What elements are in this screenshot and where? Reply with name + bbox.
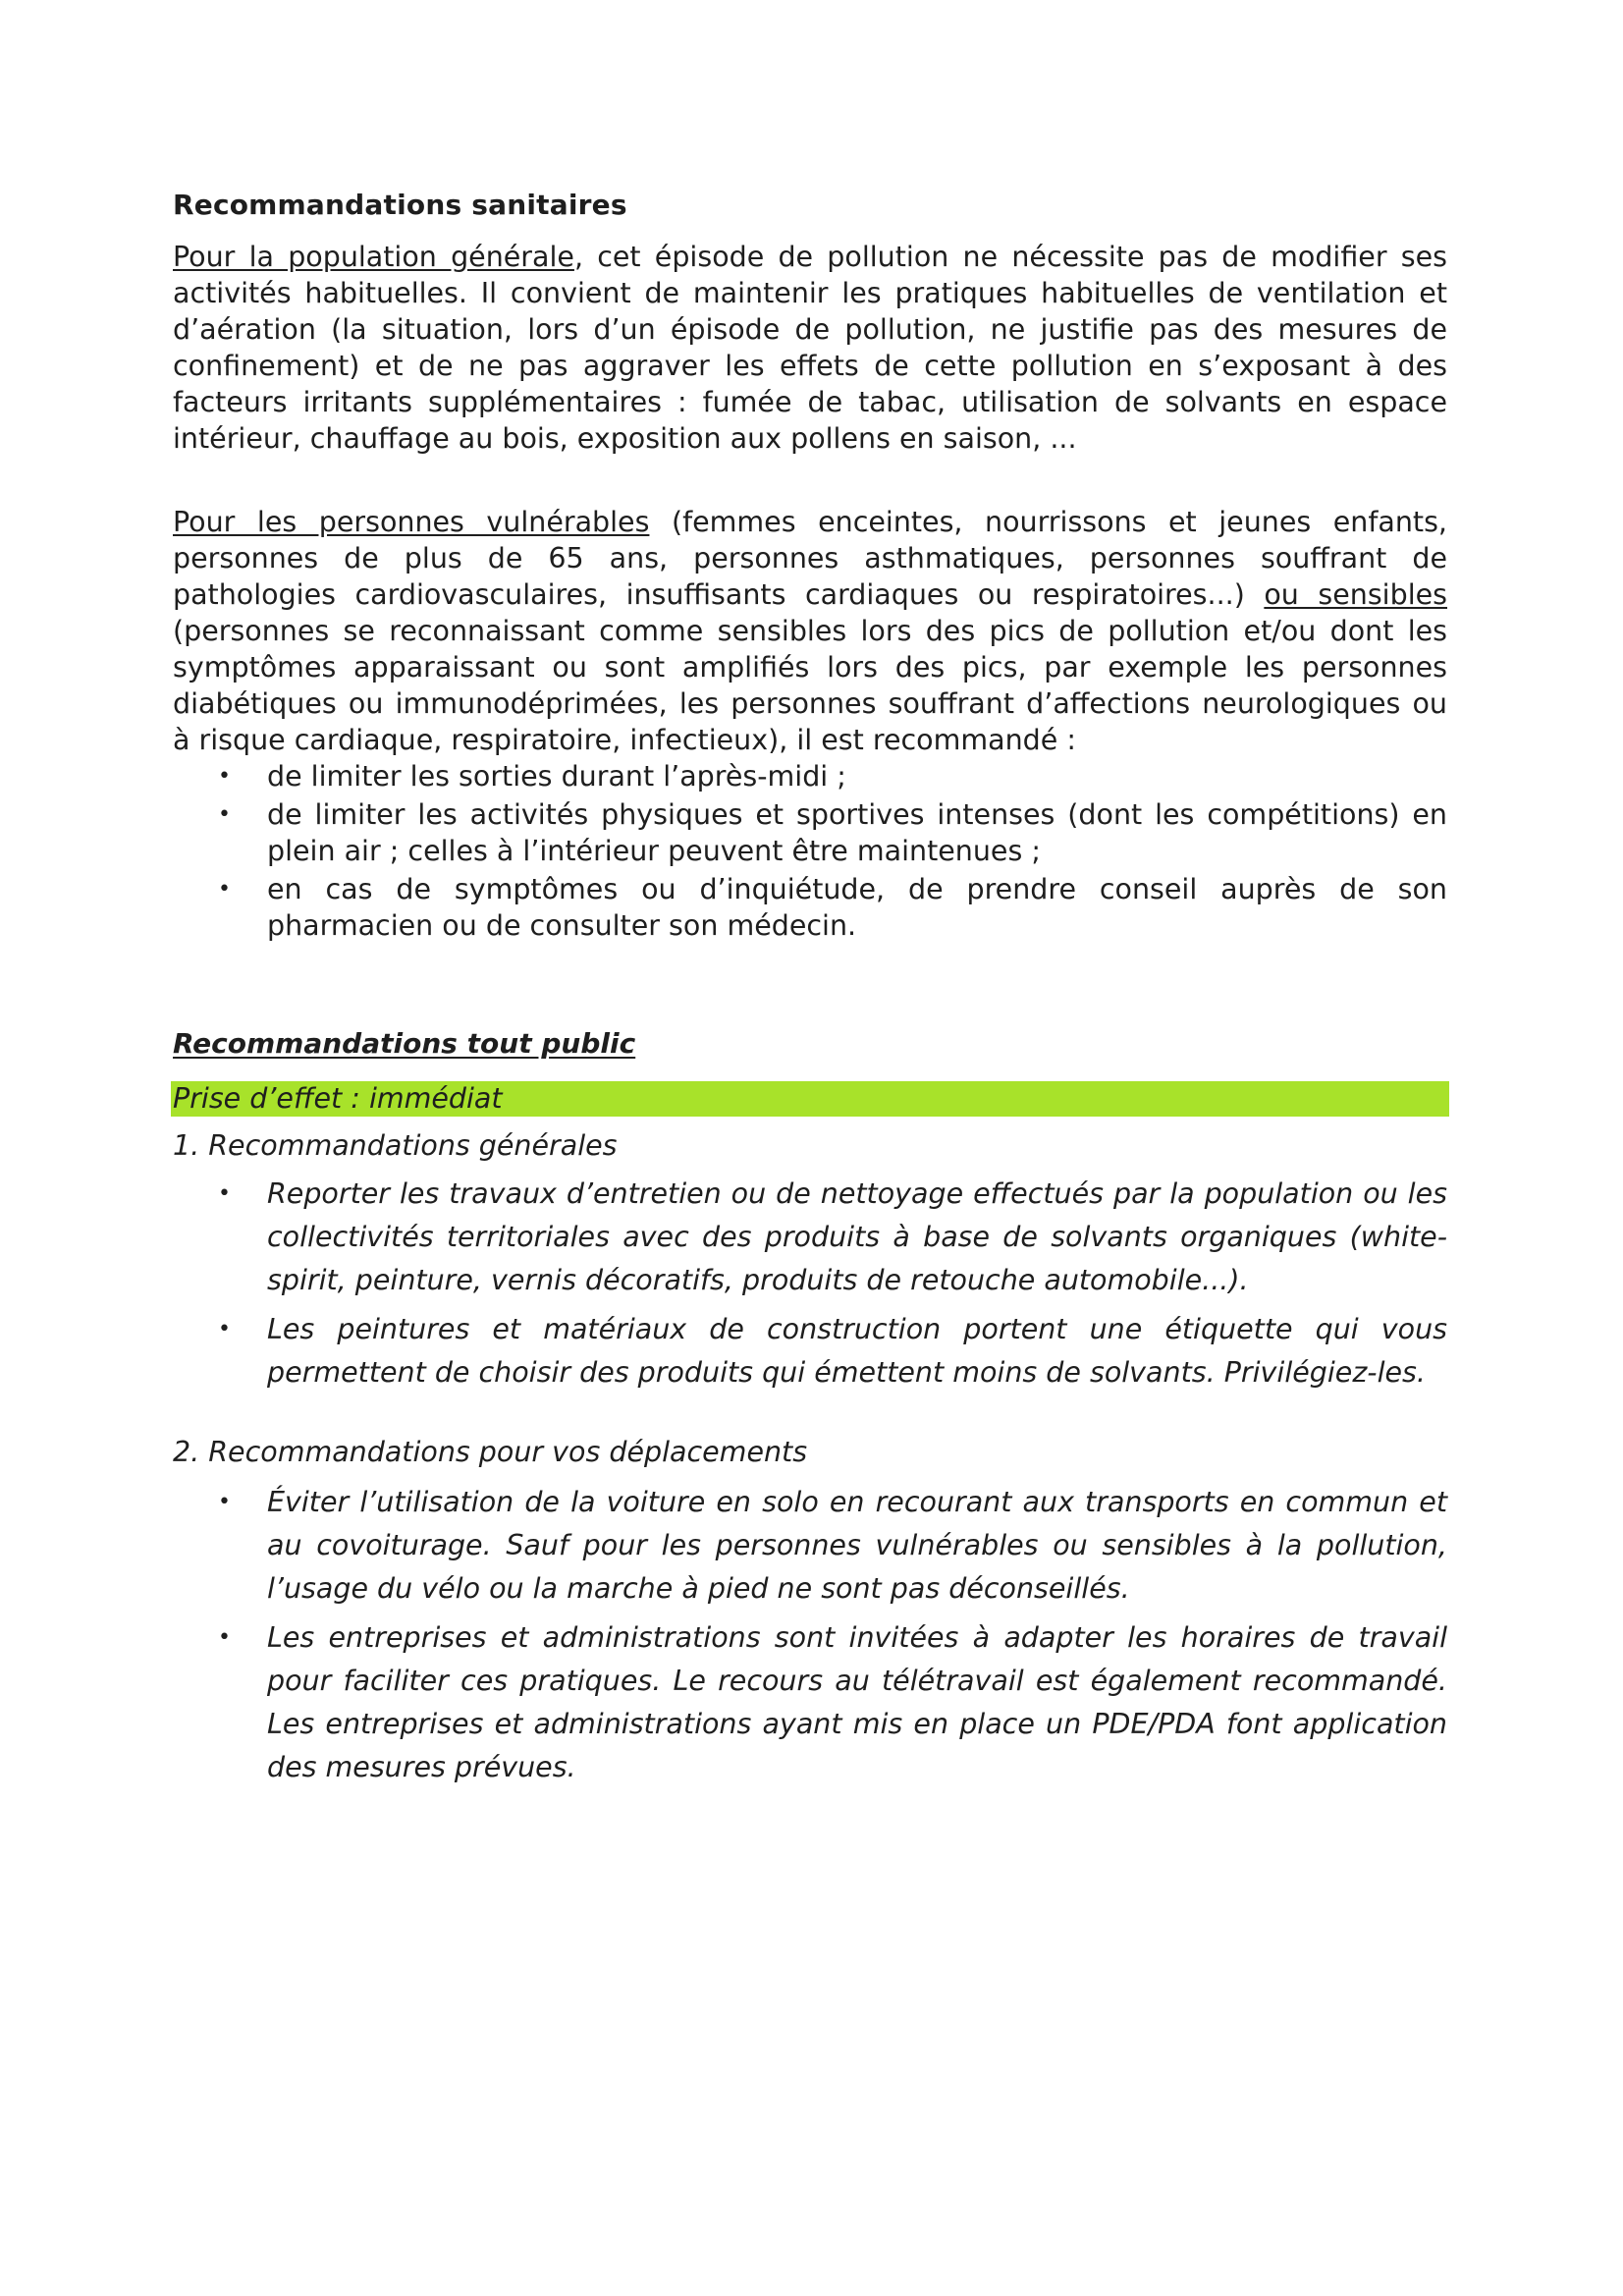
list-item-text: Éviter l’utilisation de la voiture en solo en recourant aux transports en commun et au covoiturage. Sauf pour les personnes vulnérables ou sensibles à la pollution, l’usage du vélo ou la marche à pied ne sont pas déconseillés. bbox=[267, 1486, 1447, 1605]
bullet-icon: • bbox=[218, 802, 231, 827]
list-item bbox=[173, 1616, 1447, 1789]
bullet-list-deplacements bbox=[173, 1481, 1447, 1795]
subheading-recommandations-generales: 1. Recommandations générales bbox=[173, 1129, 618, 1162]
bullet-icon: • bbox=[218, 1490, 231, 1514]
paragraph-text: , cet épisode de pollution ne nécessite pas de modifier ses activités habituelles. Il convient de maintenir les pratiques habituelles de ventilation et d’aération (la situation, lors d’un épisode de pollution, ne justifie pas des mesures de confinement) et de ne pas aggraver les effets de cette pollution en s’exposant à des facteurs irritants supplémentaires : fumée de tabac, utilisation de solvants en espace intérieur, chauffage au bois, exposition aux pollens en saison, ... bbox=[173, 241, 1447, 455]
list-item bbox=[173, 1481, 1447, 1611]
list-item-text: de limiter les sorties durant l’après-midi ; bbox=[267, 760, 846, 793]
bullet-list-sanitaires bbox=[173, 758, 1447, 946]
underlined-ou-sensibles: ou sensibles bbox=[1264, 578, 1447, 611]
list-item bbox=[173, 1308, 1447, 1394]
paragraph-personnes-vulnerables bbox=[173, 504, 1447, 758]
bullet-list-generales bbox=[173, 1173, 1447, 1400]
section-title-sanitaires: Recommandations sanitaires bbox=[173, 189, 627, 221]
list-item bbox=[173, 758, 1447, 794]
bullet-icon: • bbox=[218, 877, 231, 902]
subheading-recommandations-deplacements: 2. Recommandations pour vos déplacements bbox=[173, 1436, 808, 1468]
bullet-icon: • bbox=[218, 1625, 231, 1650]
paragraph-text: (femmes enceintes, nourrissons et jeunes enfants, personnes de plus de 65 ans, personnes asthmatiques, personnes souffrant de pathologies cardiovasculaires, insuffisants cardiaques ou respiratoires...) bbox=[173, 506, 1447, 611]
list-item bbox=[173, 1173, 1447, 1302]
list-item-text: Les peintures et matériaux de construction portent une étiquette qui vous permettent de choisir des produits qui émettent moins de solvants. Privilégiez-les. bbox=[267, 1313, 1447, 1389]
list-item-text: de limiter les activités physiques et sportives intenses (dont les compétitions) en plein air ; celles à l’intérieur peuvent être maintenues ; bbox=[267, 798, 1447, 867]
list-item-text: Reporter les travaux d’entretien ou de nettoyage effectués par la population ou les collectivités territoriales avec des produits à base de solvants organiques (white-spirit, peinture, vernis décoratifs, produits de retouche automobile...). bbox=[267, 1177, 1447, 1296]
bullet-icon: • bbox=[218, 1317, 231, 1341]
section-title-tout-public: Recommandations tout public bbox=[173, 1027, 636, 1060]
list-item-text: Les entreprises et administrations sont invitées à adapter les horaires de travail pour faciliter ces pratiques. Le recours au télétravail est également recommandé. Les entreprises et administrations ayant mis en place un PDE/PDA font application des mesures prévues. bbox=[267, 1621, 1447, 1783]
highlight-prise-effet: Prise d’effet : immédiat bbox=[171, 1081, 1449, 1117]
underlined-population-generale: Pour la population générale bbox=[173, 241, 574, 273]
underlined-personnes-vulnerables: Pour les personnes vulnérables bbox=[173, 506, 650, 538]
paragraph-population-generale bbox=[173, 239, 1447, 457]
bullet-icon: • bbox=[218, 764, 231, 789]
list-item-text: en cas de symptômes ou d’inquiétude, de prendre conseil auprès de son pharmacien ou de consulter son médecin. bbox=[267, 873, 1447, 942]
list-item bbox=[173, 871, 1447, 944]
list-item bbox=[173, 796, 1447, 869]
bullet-icon: • bbox=[218, 1181, 231, 1206]
paragraph-text: (personnes se reconnaissant comme sensibles lors des pics de pollution et/ou dont les symptômes apparaissant ou sont amplifiés lors des pics, par exemple les personnes diabétiques ou immunodéprimées, les personnes souffrant d’affections neurologiques ou à risque cardiaque, respiratoire, infectieux), il est recommandé : bbox=[173, 615, 1447, 756]
